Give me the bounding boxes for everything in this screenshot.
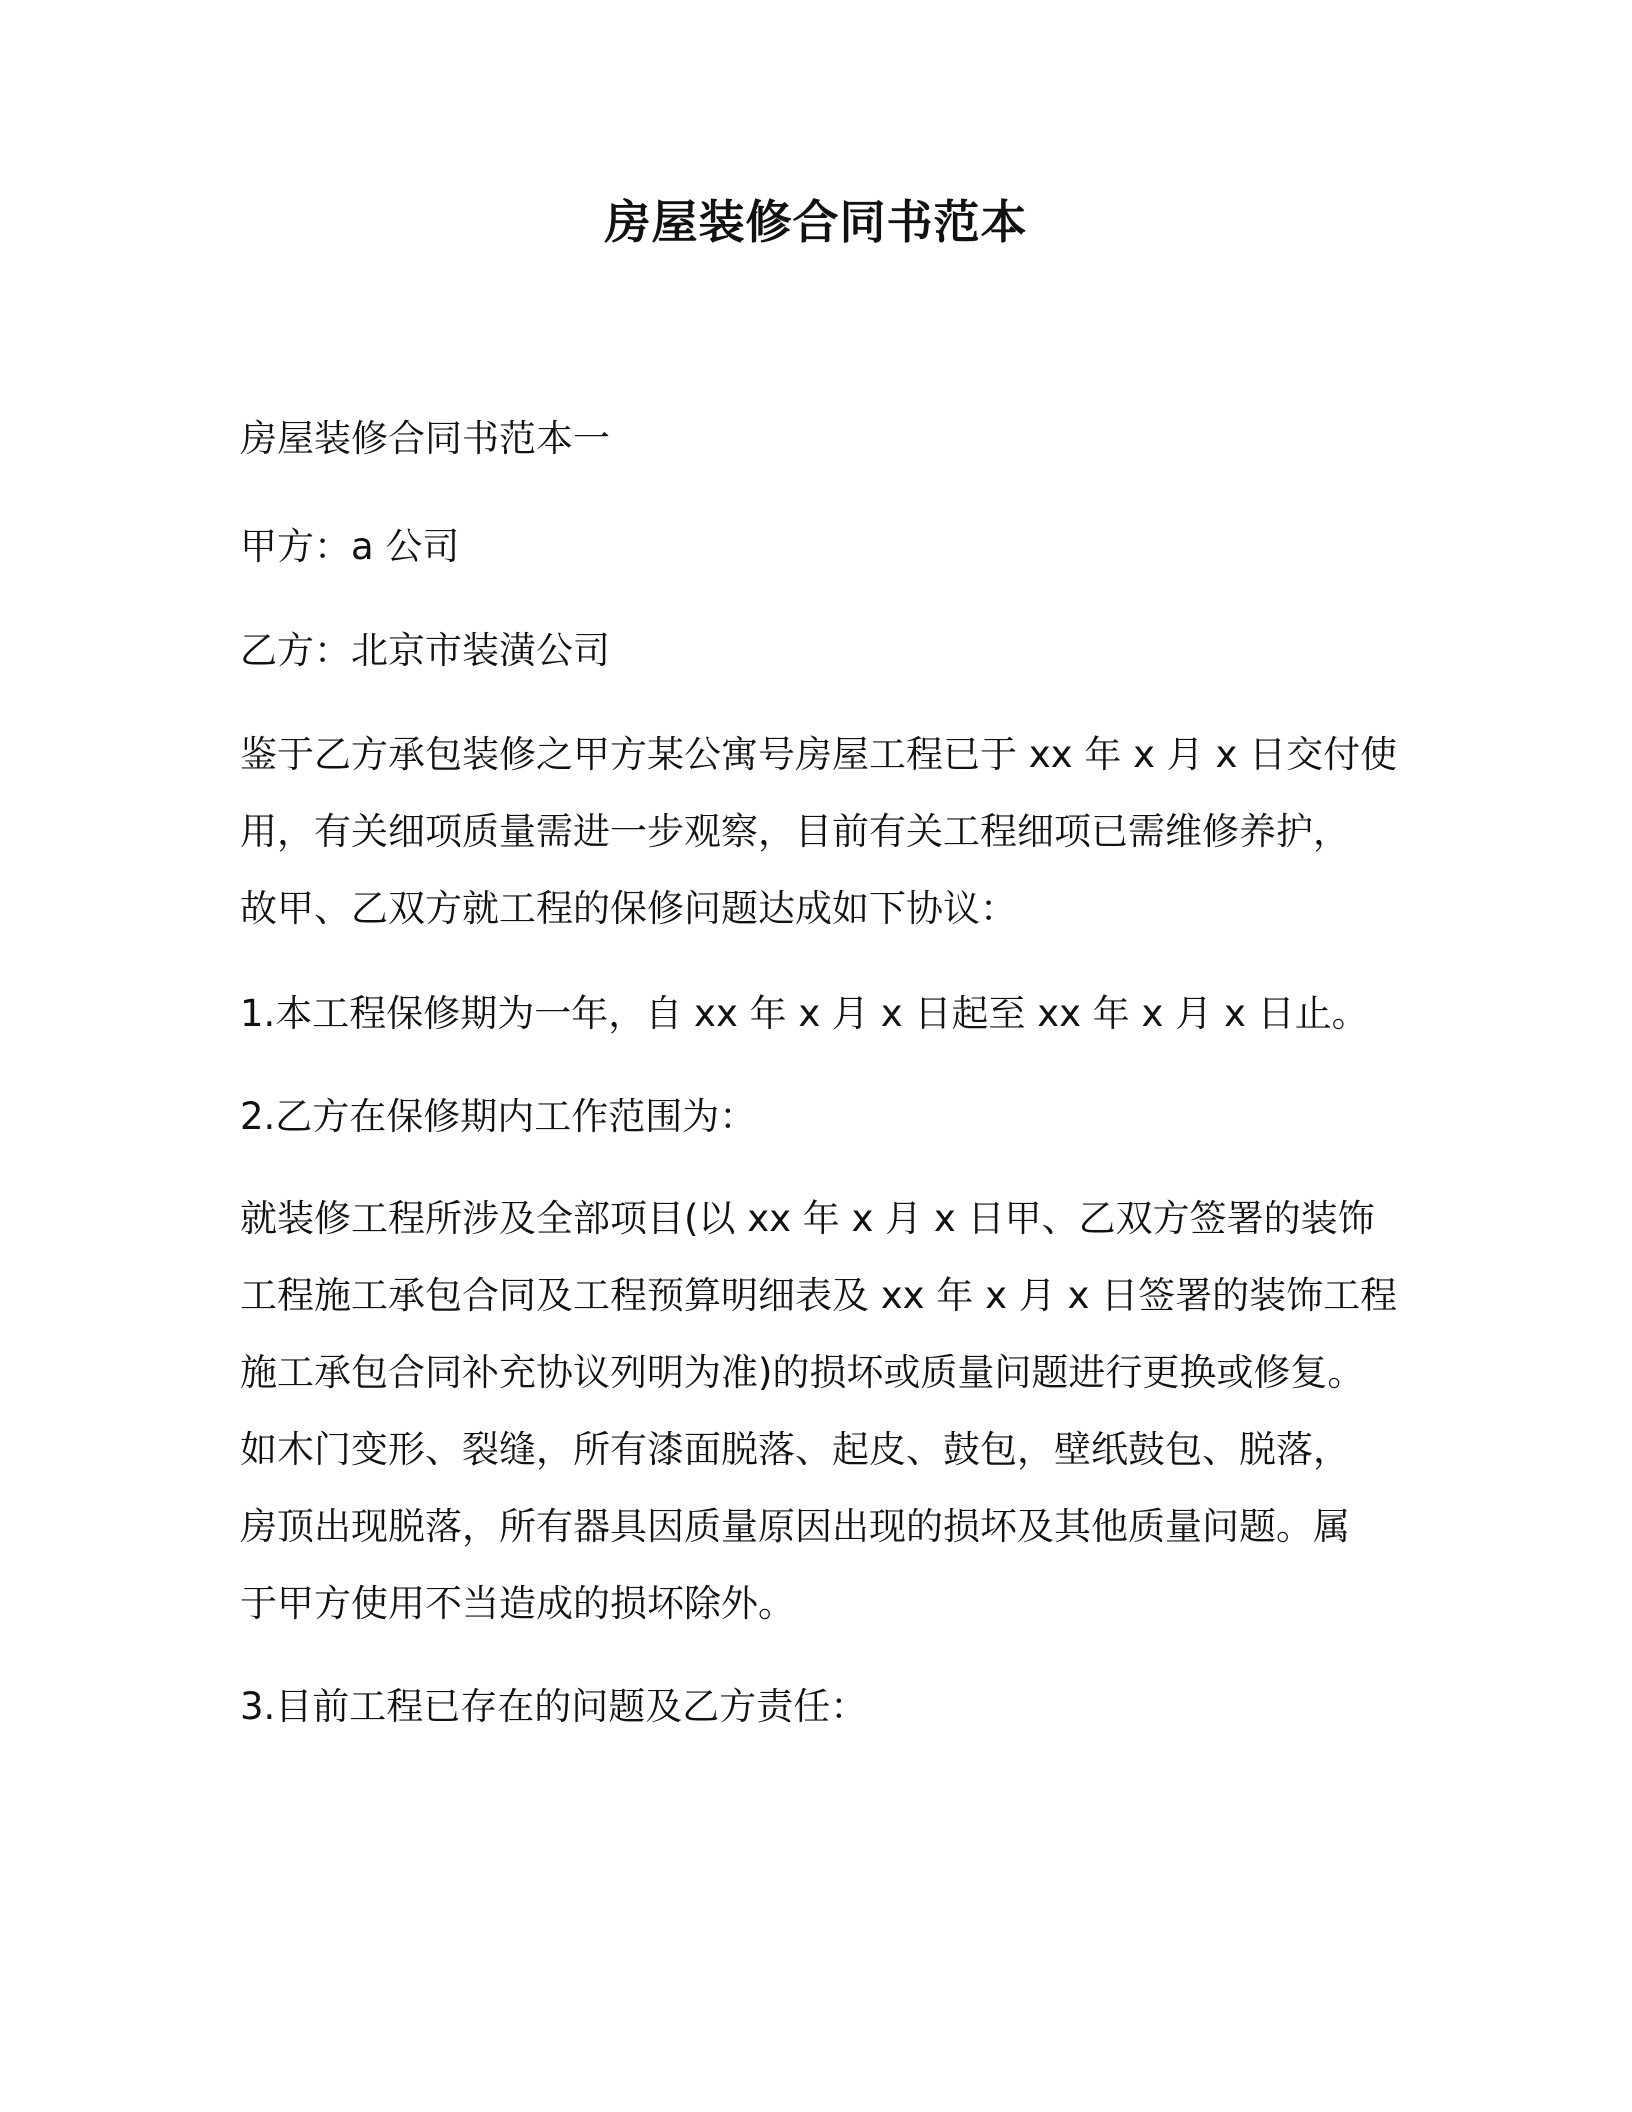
party-a-line: 甲方：a 公司 <box>240 525 460 568</box>
document-title: 房屋装修合同书范本 <box>604 195 1028 249</box>
intro-line: 鉴于乙方承包装修之甲方某公寓号房屋工程已于 xx 年 x 月 x 日交付使 <box>240 733 1398 776</box>
document-subtitle: 房屋装修合同书范本一 <box>240 417 610 460</box>
scope-line: 于甲方使用不当造成的损坏除外。 <box>240 1582 795 1625</box>
scope-line: 房顶出现脱落，所有器具因质量原因出现的损坏及其他质量问题。属 <box>240 1505 1350 1548</box>
scope-line: 如木门变形、裂缝，所有漆面脱落、起皮、鼓包，壁纸鼓包、脱落， <box>240 1428 1350 1471</box>
intro-line: 用，有关细项质量需进一步观察，目前有关工程细项已需维修养护， <box>240 810 1350 853</box>
intro-line: 故甲、乙双方就工程的保修问题达成如下协议： <box>240 887 1017 930</box>
clause-1: 1.本工程保修期为一年，自 xx 年 x 月 x 日起至 xx 年 x 月 x 日止。 <box>240 992 1369 1035</box>
scope-line: 就装修工程所涉及全部项目(以 xx 年 x 月 x 日甲、乙双方签署的装饰 <box>240 1197 1375 1240</box>
clause-3: 3.目前工程已存在的问题及乙方责任： <box>240 1685 868 1728</box>
scope-paragraph <box>240 1180 1398 1642</box>
intro-paragraph <box>240 716 1398 947</box>
scope-line: 施工承包合同补充协议列明为准)的损坏或质量问题进行更换或修复。 <box>240 1351 1365 1394</box>
party-b-line: 乙方：北京市装潢公司 <box>240 629 610 672</box>
scope-line: 工程施工承包合同及工程预算明细表及 xx 年 x 月 x 日签署的装饰工程 <box>240 1274 1398 1317</box>
clause-2: 2.乙方在保修期内工作范围为： <box>240 1095 757 1138</box>
